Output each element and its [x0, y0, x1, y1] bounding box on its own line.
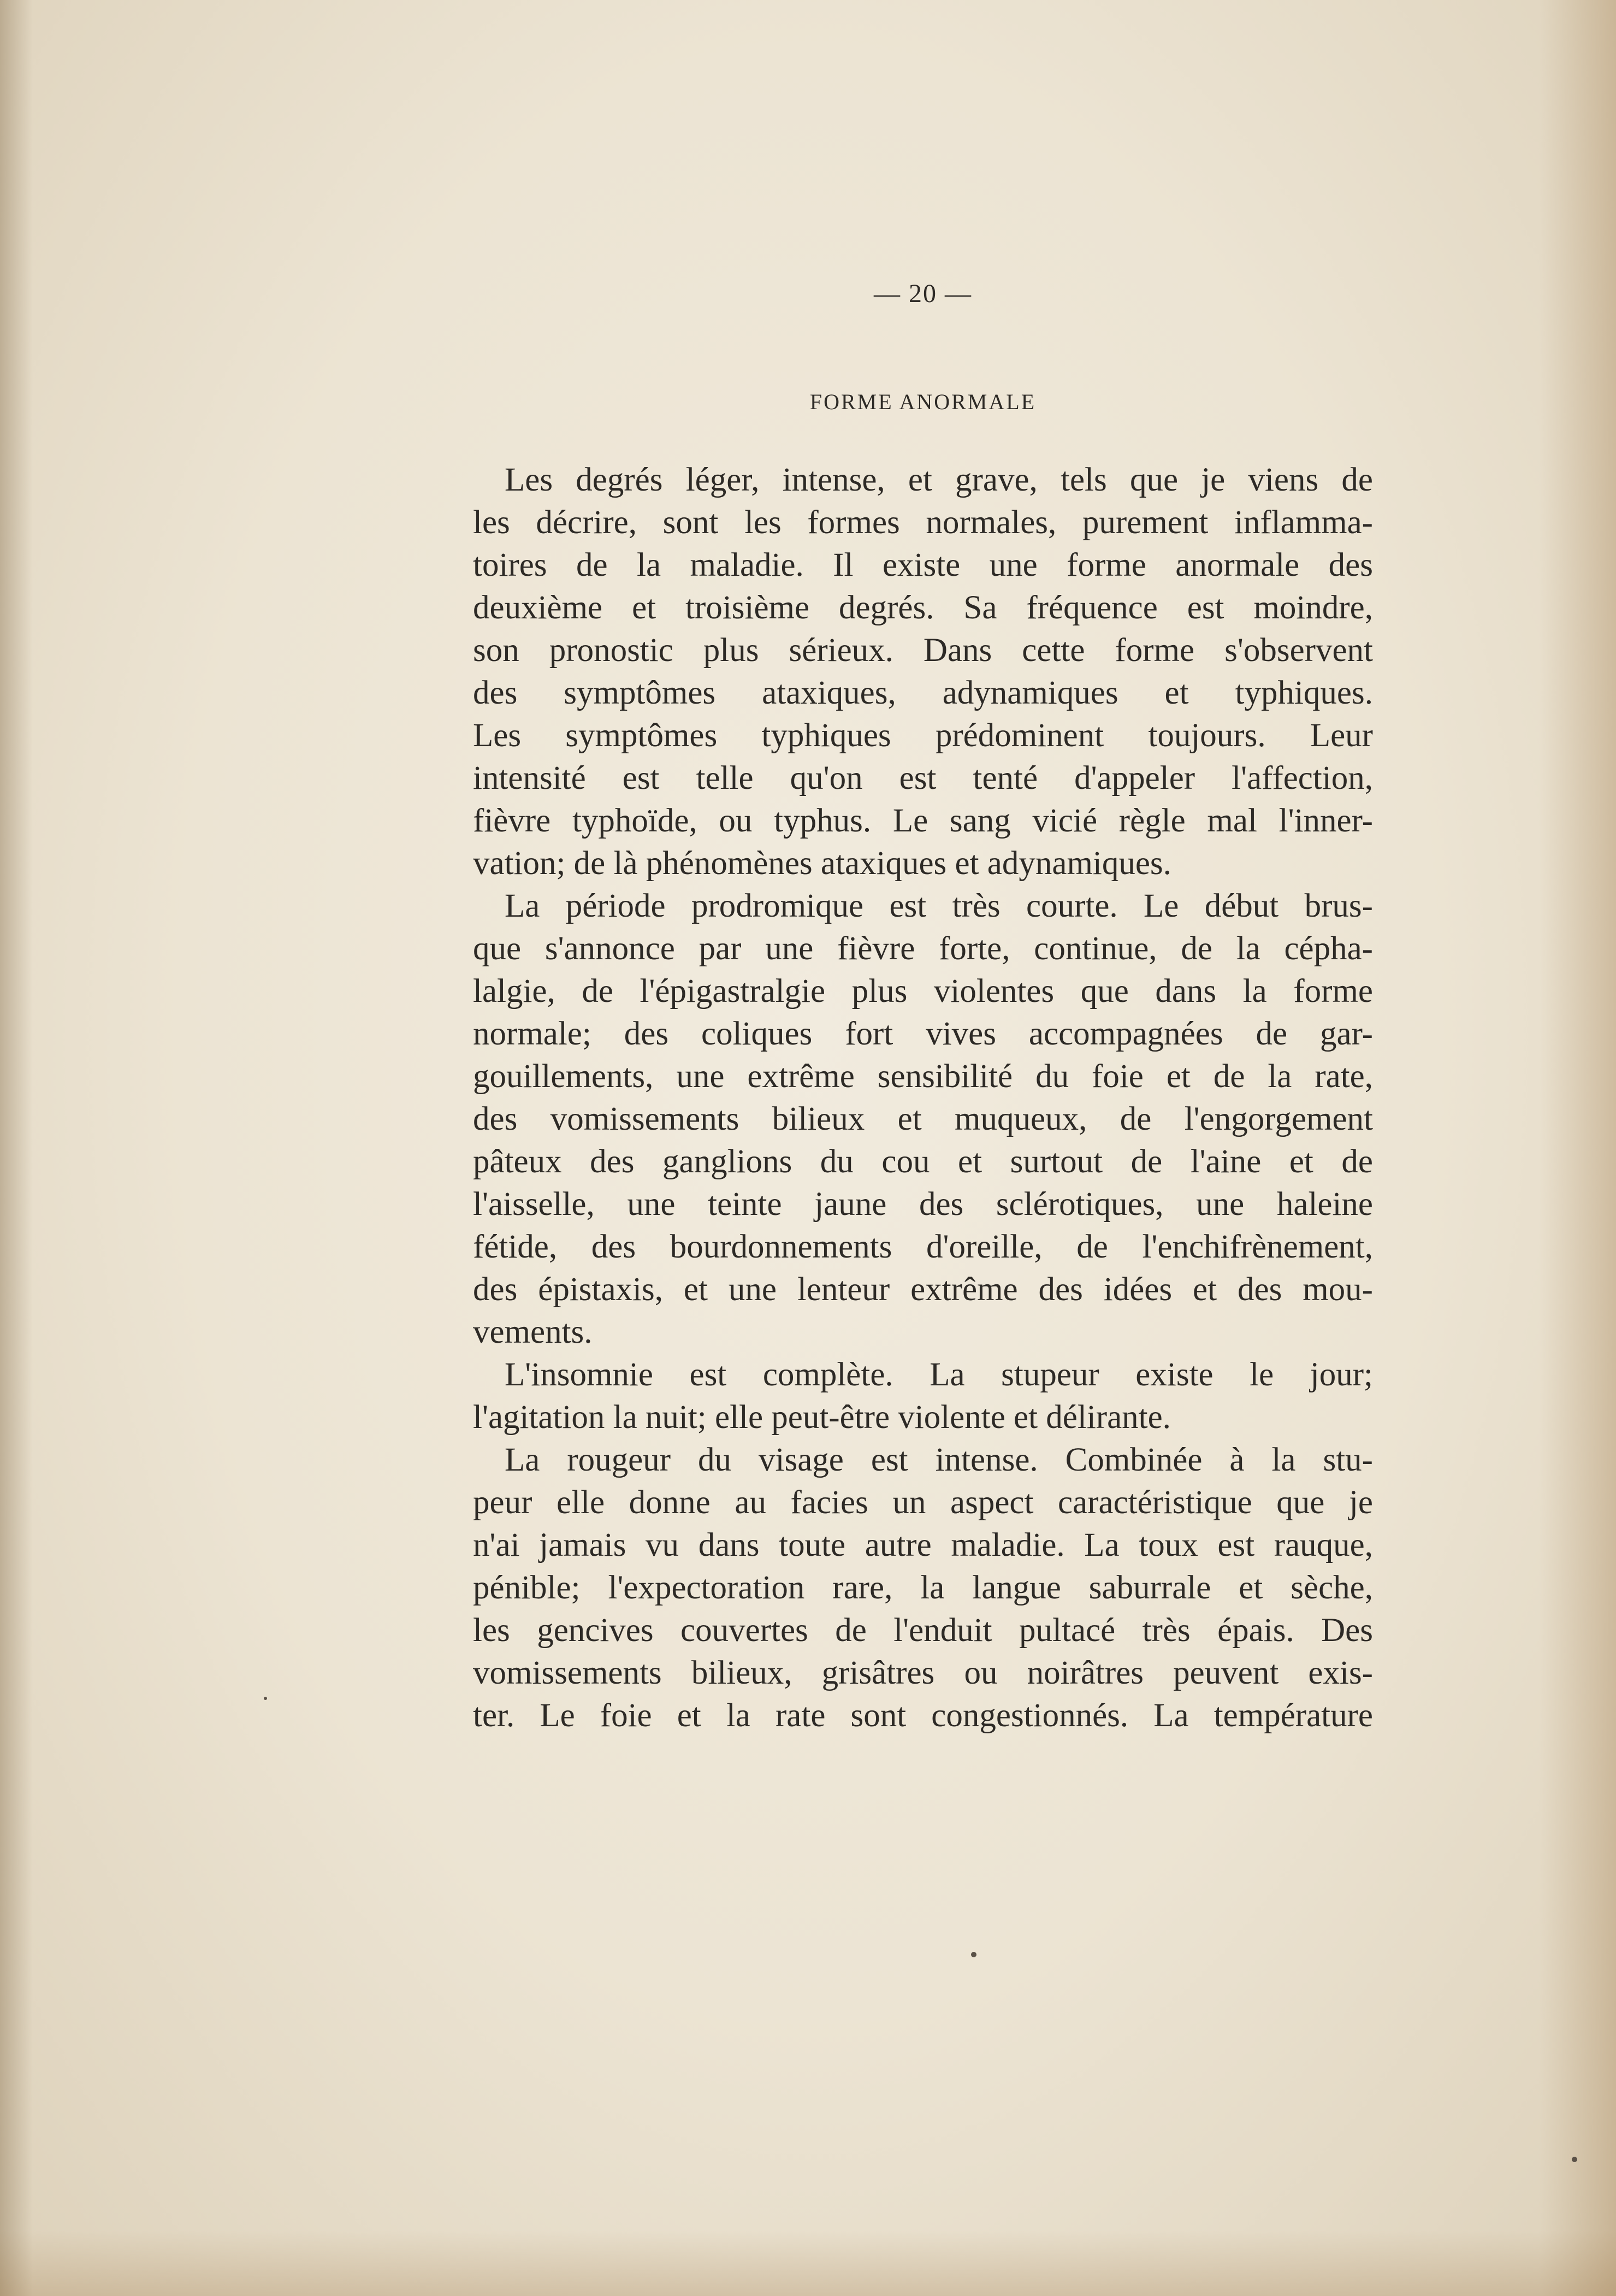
paper-edge-shadow-bottom: [0, 2230, 1616, 2296]
text-line: fièvre typhoïde, ou typhus. Le sang vicié règle mal l'inner-: [473, 802, 1373, 839]
text-line: fétide, des bourdonnements d'oreille, de l'enchifrènement,: [473, 1229, 1373, 1265]
paper-edge-shadow-left: [0, 0, 33, 2296]
text-line: que s'annonce par une fièvre forte, continue, de la cépha-: [473, 930, 1373, 967]
text-line: peur elle donne au facies un aspect caractéristique que je: [473, 1484, 1373, 1521]
ink-speck: [1572, 2157, 1577, 2162]
text-line: gouillements, une extrême sensibilité du foie et de la rate,: [473, 1058, 1373, 1095]
text-line: l'agitation la nuit; elle peut-être violente et délirante.: [473, 1399, 1171, 1436]
text-line: Les degrés léger, intense, et grave, tels que je viens de: [505, 462, 1373, 498]
page-number: — 20 —: [874, 279, 972, 308]
text-line: toires de la maladie. Il existe une forme anormale des: [473, 547, 1373, 583]
text-line: des épistaxis, et une lenteur extrême des idées et des mou-: [473, 1271, 1373, 1308]
text-line: vomissements bilieux, grisâtres ou noirâtres peuvent exis-: [473, 1655, 1373, 1691]
section-heading: FORME ANORMALE: [809, 389, 1037, 414]
text-line: n'ai jamais vu dans toute autre maladie. La toux est rauque,: [473, 1527, 1373, 1563]
text-line: Les symptômes typhiques prédominent toujours. Leur: [473, 717, 1373, 754]
text-line: pâteux des ganglions du cou et surtout de l'aine et de: [473, 1143, 1373, 1180]
text-line: pénible; l'expectoration rare, la langue saburrale et sèche,: [473, 1569, 1373, 1606]
text-line: les gencives couvertes de l'enduit pultacé très épais. Des: [473, 1612, 1373, 1649]
paper-edge-shadow-right: [1540, 0, 1616, 2296]
text-line: normale; des coliques fort vives accompagnées de gar-: [473, 1016, 1373, 1052]
text-line: deuxième et troisième degrés. Sa fréquence est moindre,: [473, 589, 1373, 626]
text-line: La rougeur du visage est intense. Combinée à la stu-: [505, 1442, 1373, 1478]
ink-speck: [971, 1952, 976, 1957]
text-line: La période prodromique est très courte. Le début brus-: [505, 888, 1373, 924]
text-line: L'insomnie est complète. La stupeur existe le jour;: [505, 1356, 1373, 1393]
text-line: lalgie, de l'épigastralgie plus violentes que dans la forme: [473, 973, 1373, 1010]
text-line: des symptômes ataxiques, adynamiques et typhiques.: [473, 675, 1373, 711]
ink-speck: [264, 1697, 267, 1700]
text-line: vements.: [473, 1314, 593, 1350]
text-line: intensité est telle qu'on est tenté d'appeler l'affection,: [473, 760, 1373, 796]
text-line: vation; de là phénomènes ataxiques et adynamiques.: [473, 845, 1171, 882]
text-line: son pronostic plus sérieux. Dans cette forme s'observent: [473, 632, 1373, 669]
text-line: l'aisselle, une teinte jaune des sclérotiques, une haleine: [473, 1186, 1373, 1223]
body-text: [473, 459, 1373, 1737]
text-line: des vomissements bilieux et muqueux, de l'engorgement: [473, 1101, 1373, 1137]
text-line: les décrire, sont les formes normales, purement inflamma-: [473, 504, 1373, 541]
text-line: ter. Le foie et la rate sont congestionnés. La température: [473, 1697, 1373, 1734]
